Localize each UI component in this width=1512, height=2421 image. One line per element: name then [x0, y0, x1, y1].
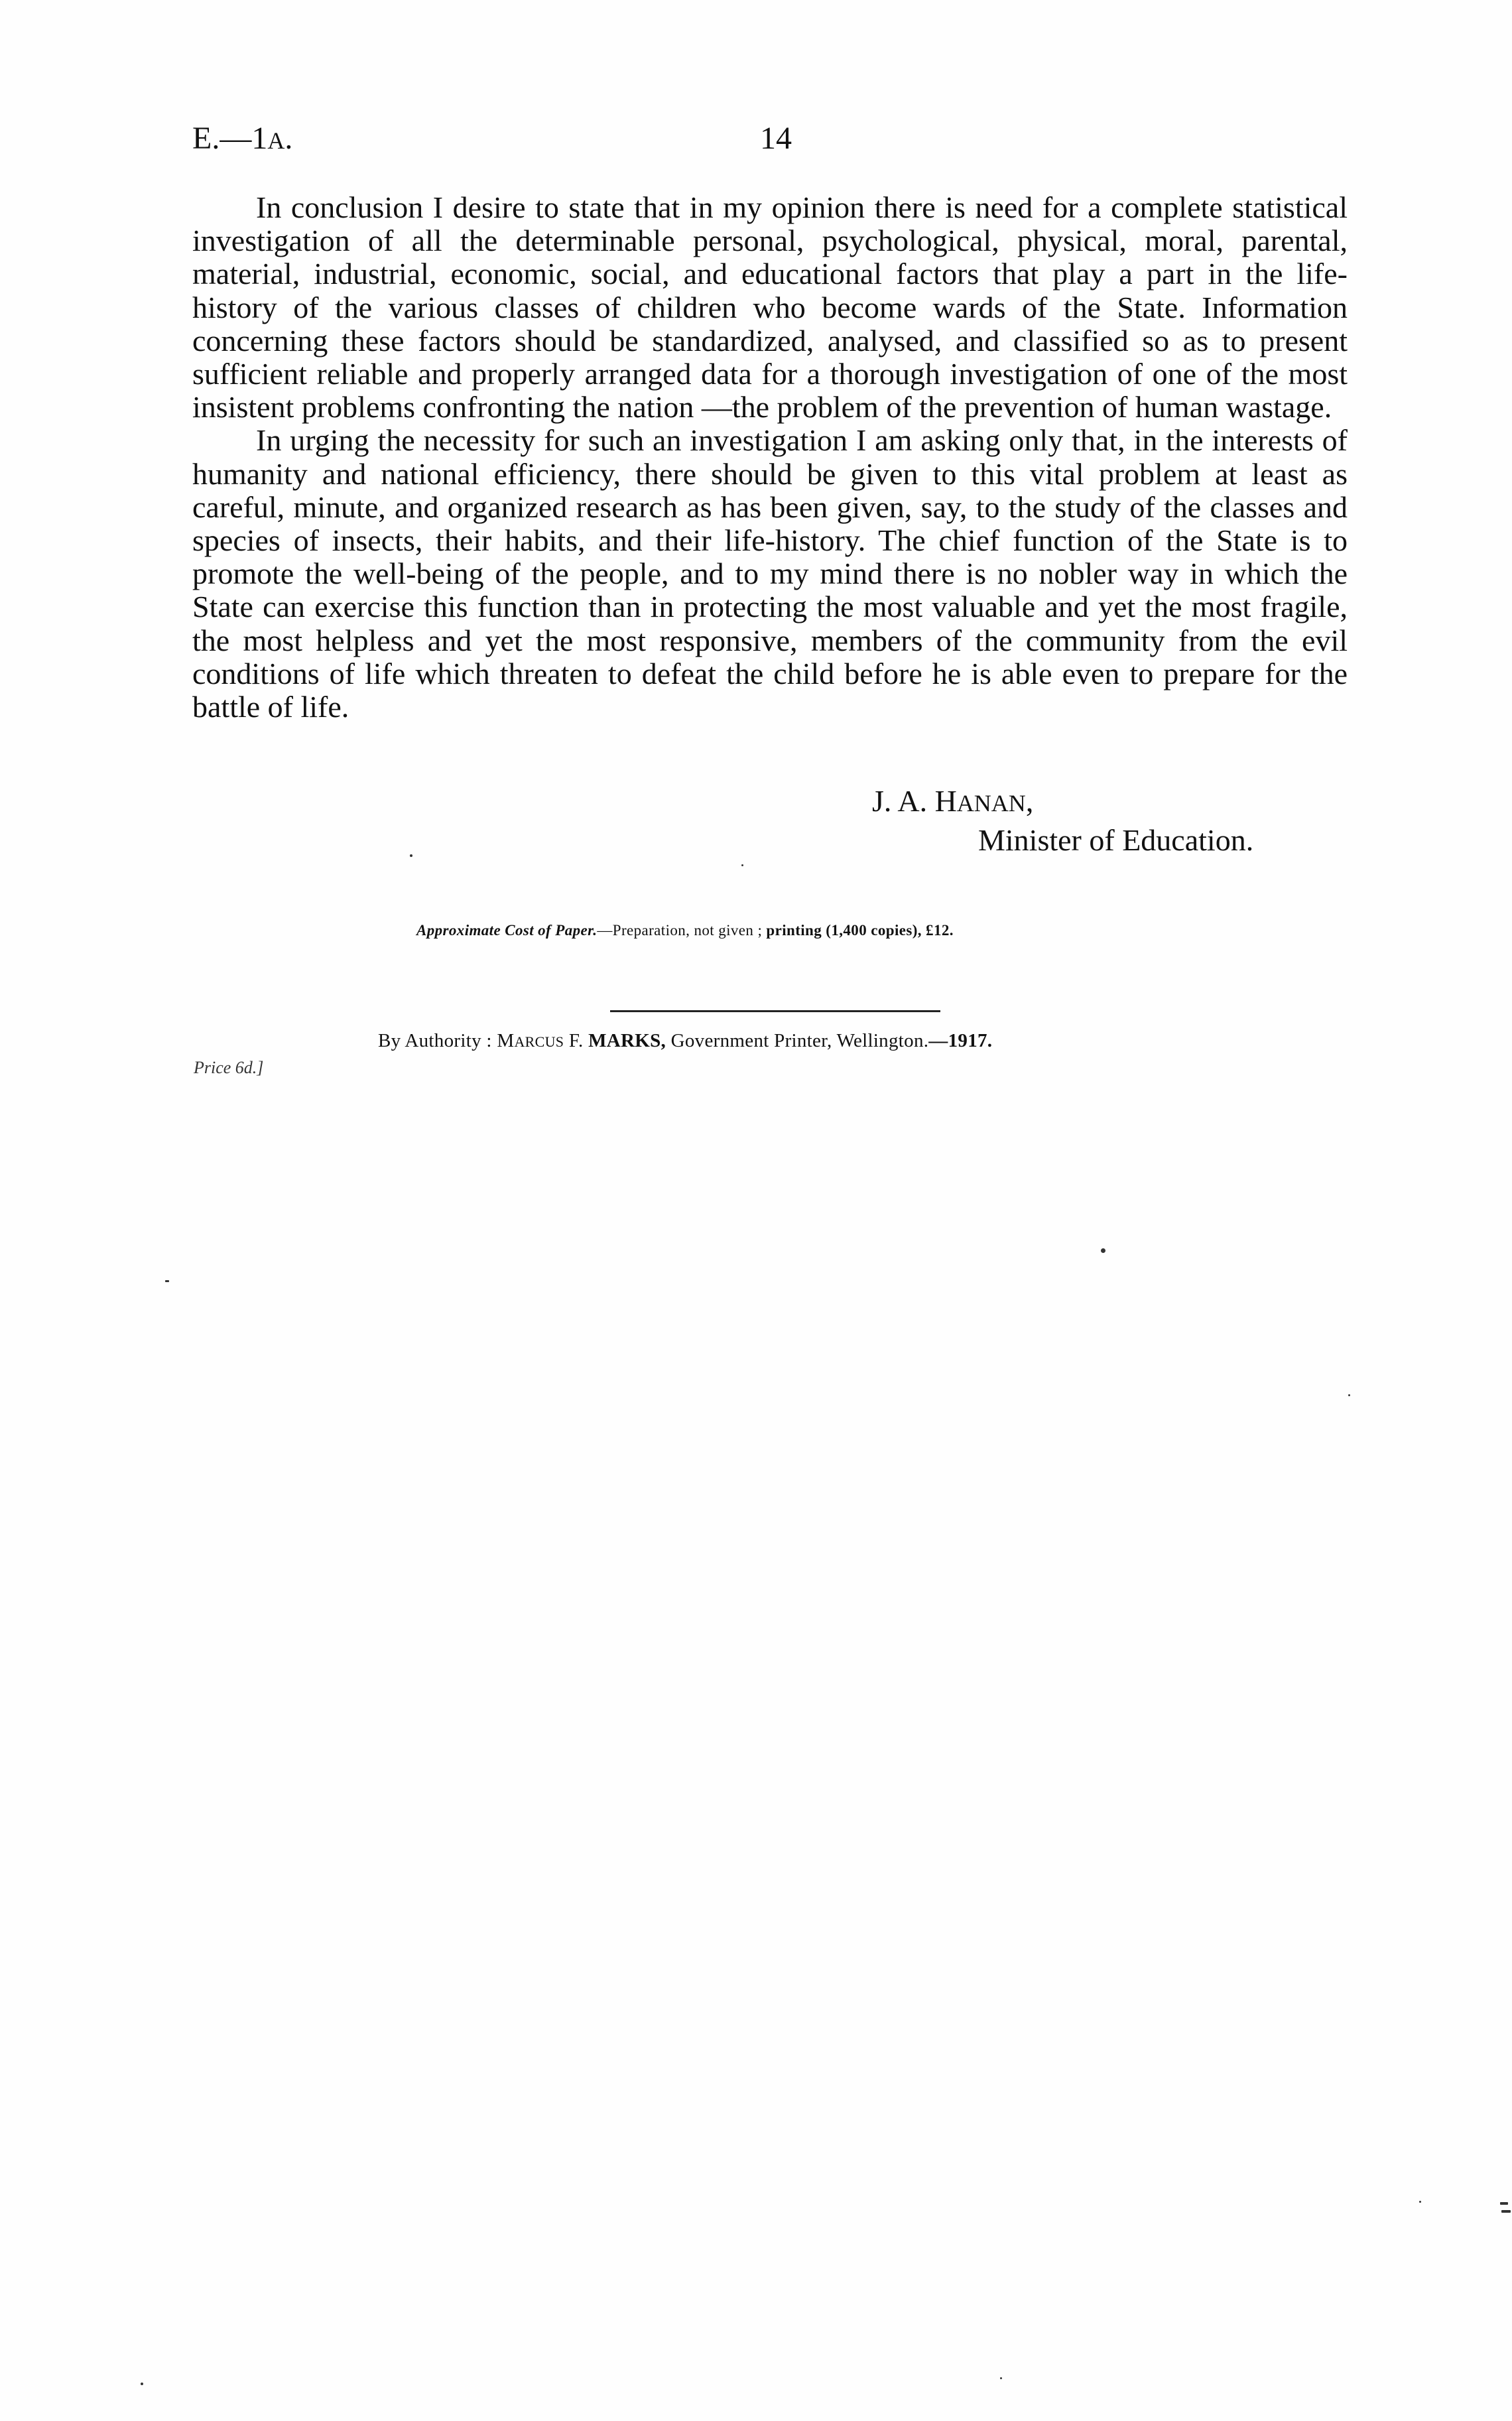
- reference-period: .: [284, 121, 293, 156]
- signatory-title: Minister of Education.: [978, 823, 1254, 857]
- scan-speck: [410, 854, 412, 857]
- scan-speck: [1500, 2202, 1508, 2205]
- reference-suffix: A: [267, 127, 285, 154]
- printer-imprint: [378, 1030, 992, 1052]
- horizontal-rule: [610, 1010, 940, 1012]
- paragraph-urging: In urging the necessity for such an investigation I am asking only that, in the interests of humanity and national efficiency, there should be given to this vital problem at least as careful, minute, and organized research as has been given, say, to the study of the classes and species of insects, their habits, and their life-history. The chief function of the State is to promote the well-being of the people, and to my mind there is no nobler way in which the State can exercise this function than in protecting the most valuable and yet the most fragile, the most helpless and yet the most responsive, members of the community from the evil conditions of life which threaten to defeat the child before he is able even to prepare for the battle of life.: [192, 423, 1348, 724]
- scan-speck: [1419, 2201, 1421, 2203]
- signatory-name: [872, 783, 1253, 822]
- price-label: Price 6d.]: [194, 1058, 264, 1077]
- scan-speck: [741, 864, 743, 866]
- body-text: [192, 191, 1348, 724]
- paragraph-conclusion: In conclusion I desire to state that in my opinion there is need for a complete statistical investigation of all the determinable personal, psychological, physical, moral, parental, material, industrial, economic, social, and educational factors that play a part in the life-history of the various classes of children who become wards of the State. Information concerning these factors should be standardized, analysed, and classified so as to present sufficient reliable and properly arranged data for a thorough investigation of one of the most insistent problems confronting the nation —the problem of the prevention of human wastage.: [192, 190, 1348, 425]
- cost-label: Approximate Cost of Paper.: [416, 922, 598, 939]
- page-number: 14: [760, 121, 792, 156]
- reference-main: E.—1: [192, 121, 268, 156]
- printer-surname: MARKS,: [588, 1030, 666, 1051]
- cost-note: [416, 922, 954, 939]
- printer-first-name: ARCUS: [514, 1033, 564, 1050]
- cost-preparation: —Preparation, not given ;: [597, 922, 763, 939]
- scan-speck: [141, 2383, 143, 2385]
- scan-speck: [165, 1280, 169, 1282]
- signature-block: [872, 783, 1253, 859]
- scan-speck: [1000, 2377, 1002, 2379]
- signatory-surname: ANAN: [956, 790, 1026, 817]
- scan-speck: [1348, 1394, 1350, 1396]
- cost-printing: printing (1,400 copies), £12.: [766, 922, 954, 939]
- print-year: —1917.: [928, 1030, 993, 1051]
- printer-middle-initial: F.: [568, 1030, 584, 1051]
- scan-speck: [1501, 2210, 1511, 2213]
- printer-first-initial: M: [497, 1030, 515, 1051]
- document-reference: [192, 123, 292, 155]
- printer-role: Government Printer, Wellington.: [670, 1030, 929, 1051]
- by-authority: By Authority :: [378, 1030, 492, 1051]
- signatory-initials: J. A. H: [872, 784, 957, 818]
- scan-speck: [1101, 1248, 1105, 1253]
- signatory-comma: ,: [1025, 784, 1034, 818]
